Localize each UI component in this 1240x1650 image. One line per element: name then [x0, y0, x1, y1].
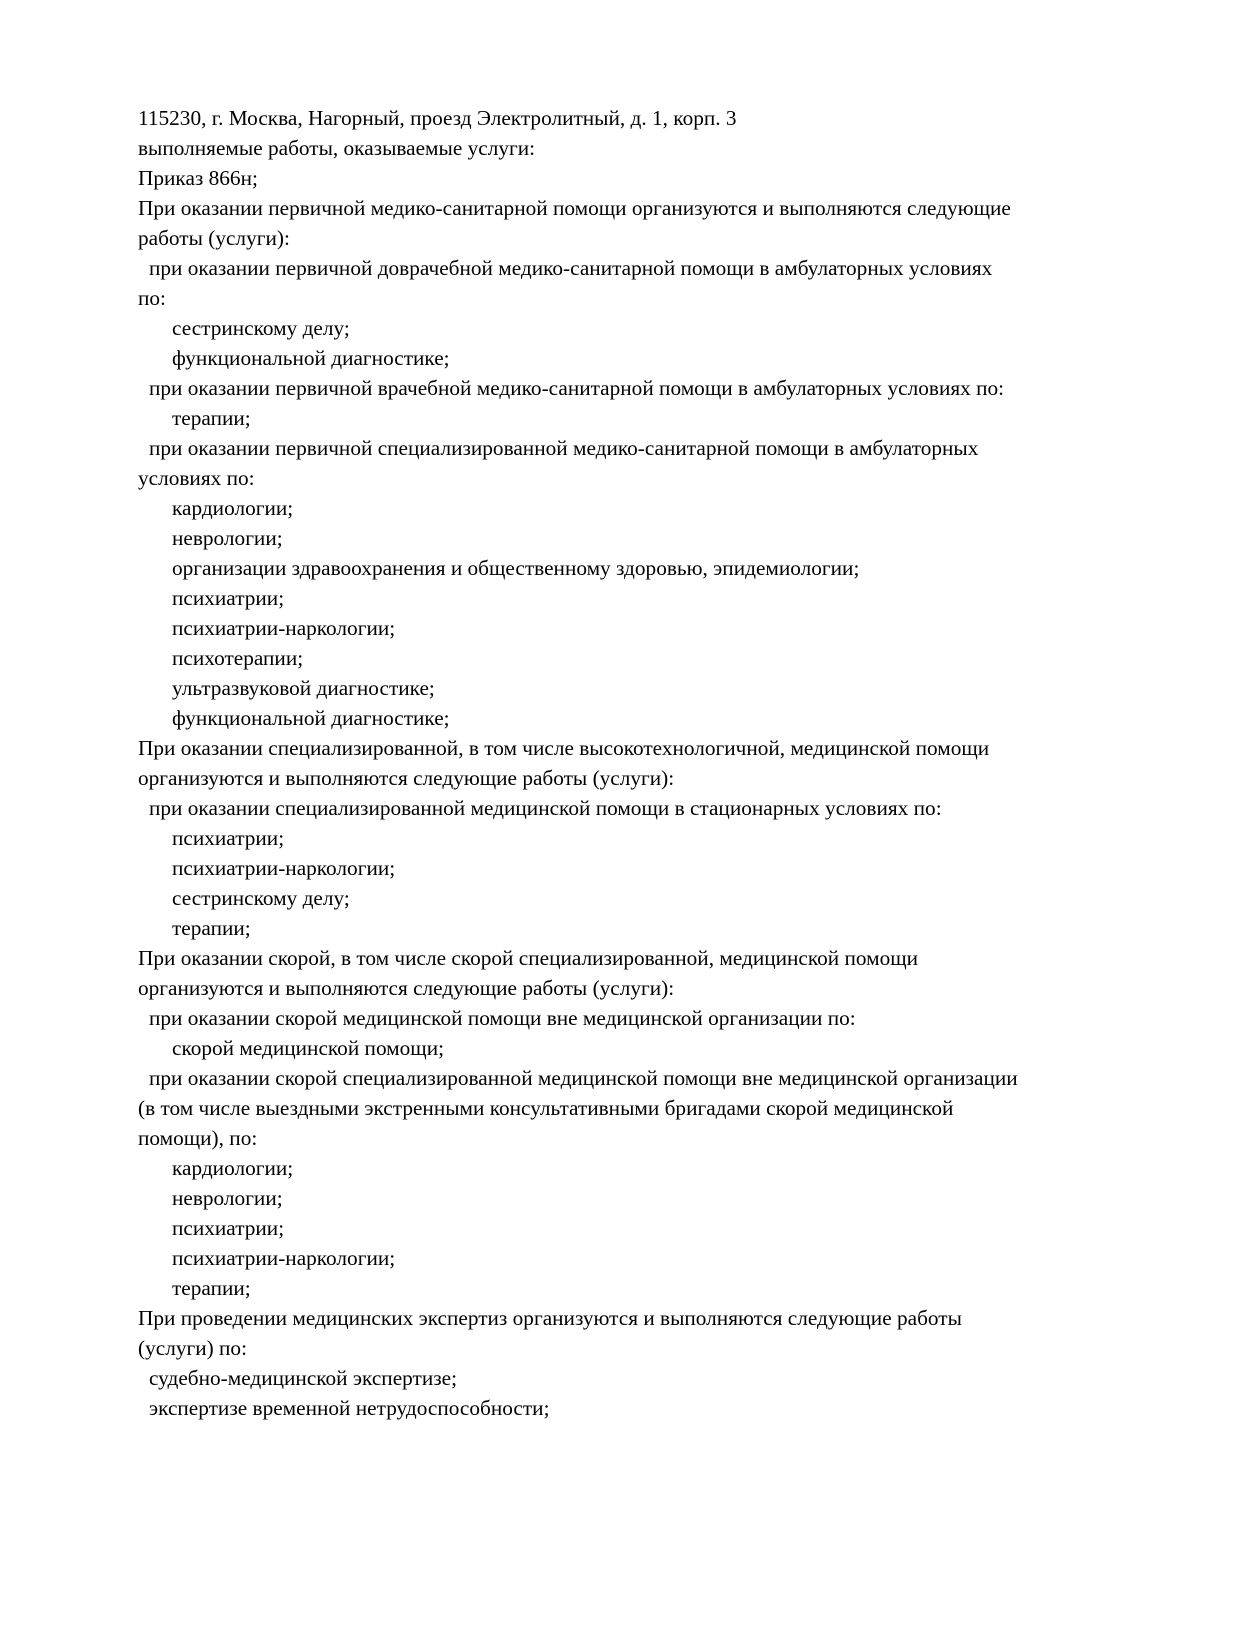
- text-line: психиатрии-наркологии;: [172, 1246, 396, 1270]
- text-line: сестринскому делу;: [172, 886, 350, 910]
- text-line: психотерапии;: [172, 646, 304, 670]
- text-line: при оказании первичной врачебной медико-санитарной помощи в амбулаторных условиях по:: [149, 376, 1005, 400]
- text-line: организуются и выполняются следующие работы (услуги):: [138, 766, 675, 790]
- text-line: терапии;: [172, 1276, 251, 1300]
- text-line: терапии;: [172, 406, 251, 430]
- text-line: психиатрии-наркологии;: [172, 616, 396, 640]
- text-line: помощи), по:: [138, 1126, 258, 1150]
- text-line: Приказ 866н;: [138, 166, 258, 190]
- text-line: неврологии;: [172, 1186, 283, 1210]
- text-line: (услуги) по:: [138, 1336, 247, 1360]
- text-line: экспертизе временной нетрудоспособности;: [149, 1396, 550, 1420]
- text-line: 115230, г. Москва, Нагорный, проезд Электролитный, д. 1, корп. 3: [138, 106, 737, 130]
- text-line: При оказании специализированной, в том числе высокотехнологичной, медицинской помощи: [138, 736, 990, 760]
- text-line: ультразвуковой диагностике;: [172, 676, 435, 700]
- text-line: кардиологии;: [172, 1156, 294, 1180]
- text-line: неврологии;: [172, 526, 283, 550]
- text-line: психиатрии;: [172, 586, 285, 610]
- text-line: при оказании первичной доврачебной медико-санитарной помощи в амбулаторных условиях: [149, 256, 993, 280]
- text-line: выполняемые работы, оказываемые услуги:: [138, 136, 536, 160]
- text-line: кардиологии;: [172, 496, 294, 520]
- text-line: терапии;: [172, 916, 251, 940]
- text-line: психиатрии;: [172, 1216, 285, 1240]
- text-line: психиатрии;: [172, 826, 285, 850]
- text-line: психиатрии-наркологии;: [172, 856, 396, 880]
- text-line: (в том числе выездными экстренными консультативными бригадами скорой медицинской: [138, 1096, 954, 1120]
- text-line: организуются и выполняются следующие работы (услуги):: [138, 976, 675, 1000]
- text-line: при оказании скорой медицинской помощи вне медицинской организации по:: [149, 1006, 856, 1030]
- document-body: [138, 103, 1220, 1423]
- text-line: при оказании специализированной медицинской помощи в стационарных условиях по:: [149, 796, 942, 820]
- text-line: условиях по:: [138, 466, 255, 490]
- text-line: работы (услуги):: [138, 226, 290, 250]
- text-line: по:: [138, 286, 166, 310]
- text-line: функциональной диагностике;: [172, 706, 450, 730]
- text-line: судебно-медицинской экспертизе;: [149, 1366, 458, 1390]
- text-line: организации здравоохранения и общественному здоровью, эпидемиологии;: [172, 556, 860, 580]
- text-line: При оказании скорой, в том числе скорой специализированной, медицинской помощи: [138, 946, 919, 970]
- text-line: при оказании первичной специализированной медико-санитарной помощи в амбулаторных: [149, 436, 979, 460]
- text-line: скорой медицинской помощи;: [172, 1036, 445, 1060]
- text-line: функциональной диагностике;: [172, 346, 450, 370]
- text-line: При оказании первичной медико-санитарной помощи организуются и выполняются следующие: [138, 196, 1011, 220]
- text-line: сестринскому делу;: [172, 316, 350, 340]
- text-line: при оказании скорой специализированной медицинской помощи вне медицинской организации: [149, 1066, 1018, 1090]
- text-line: При проведении медицинских экспертиз организуются и выполняются следующие работы: [138, 1306, 962, 1330]
